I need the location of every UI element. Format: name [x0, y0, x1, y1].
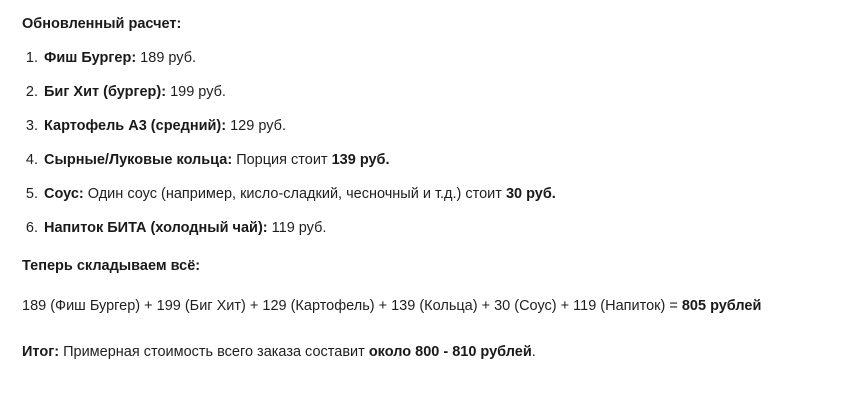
list-item-name: Картофель А3 (средний):: [44, 118, 227, 134]
total-value: около 800 - 810 рублей: [368, 344, 532, 360]
list-item-value: Порция стоит: [232, 152, 332, 168]
total-line: [22, 342, 826, 362]
sum-result: 805 рублей: [681, 298, 762, 314]
list-item-name: Соус:: [44, 186, 84, 202]
list-item-value: 189 руб.: [136, 50, 197, 66]
list-item-name: Биг Хит (бургер):: [44, 84, 167, 100]
list-item-value: Один соус (например, кисло-сладкий, чесночный и т.д.) стоит: [83, 186, 506, 202]
list-item-name: Напиток БИТА (холодный чай):: [44, 220, 268, 236]
list-item: [22, 150, 826, 170]
list-item-number: 5.: [25, 186, 38, 202]
list-item-value: 199 руб.: [166, 84, 226, 100]
list-item: [22, 218, 826, 238]
list-item-value: 119 руб.: [267, 220, 327, 236]
list-item: [22, 116, 826, 136]
total-text-before: Примерная стоимость всего заказа составит: [59, 344, 369, 360]
list-item-name: Фиш Бургер:: [44, 50, 137, 66]
list-item: [22, 82, 826, 102]
page-title: Обновленный расчет:: [22, 16, 182, 32]
list-item-number: 3.: [25, 118, 38, 134]
list-item: [22, 184, 826, 204]
total-label: Итог:: [22, 344, 60, 360]
total-text-after: .: [531, 344, 536, 360]
price-list: [22, 48, 826, 238]
list-item-number: 6.: [25, 220, 38, 236]
sum-expression: 189 (Фиш Бургер) + 199 (Биг Хит) + 129 (Картофель) + 139 (Кольца) + 30 (Соус) + 119 (Напиток) =: [22, 298, 682, 314]
sum-expression-line: [22, 294, 812, 318]
list-item-number: 1.: [25, 50, 38, 66]
list-item-value: 129 руб.: [226, 118, 286, 134]
list-item-number: 4.: [25, 152, 38, 168]
list-item-value-bold: 30 руб.: [505, 186, 556, 202]
list-item-value-bold: 139 руб.: [331, 152, 390, 168]
list-item-name: Сырные/Луковые кольца:: [44, 152, 233, 168]
list-item-number: 2.: [25, 84, 38, 100]
sum-heading: Теперь складываем всё:: [22, 258, 201, 274]
list-item: [22, 48, 826, 68]
